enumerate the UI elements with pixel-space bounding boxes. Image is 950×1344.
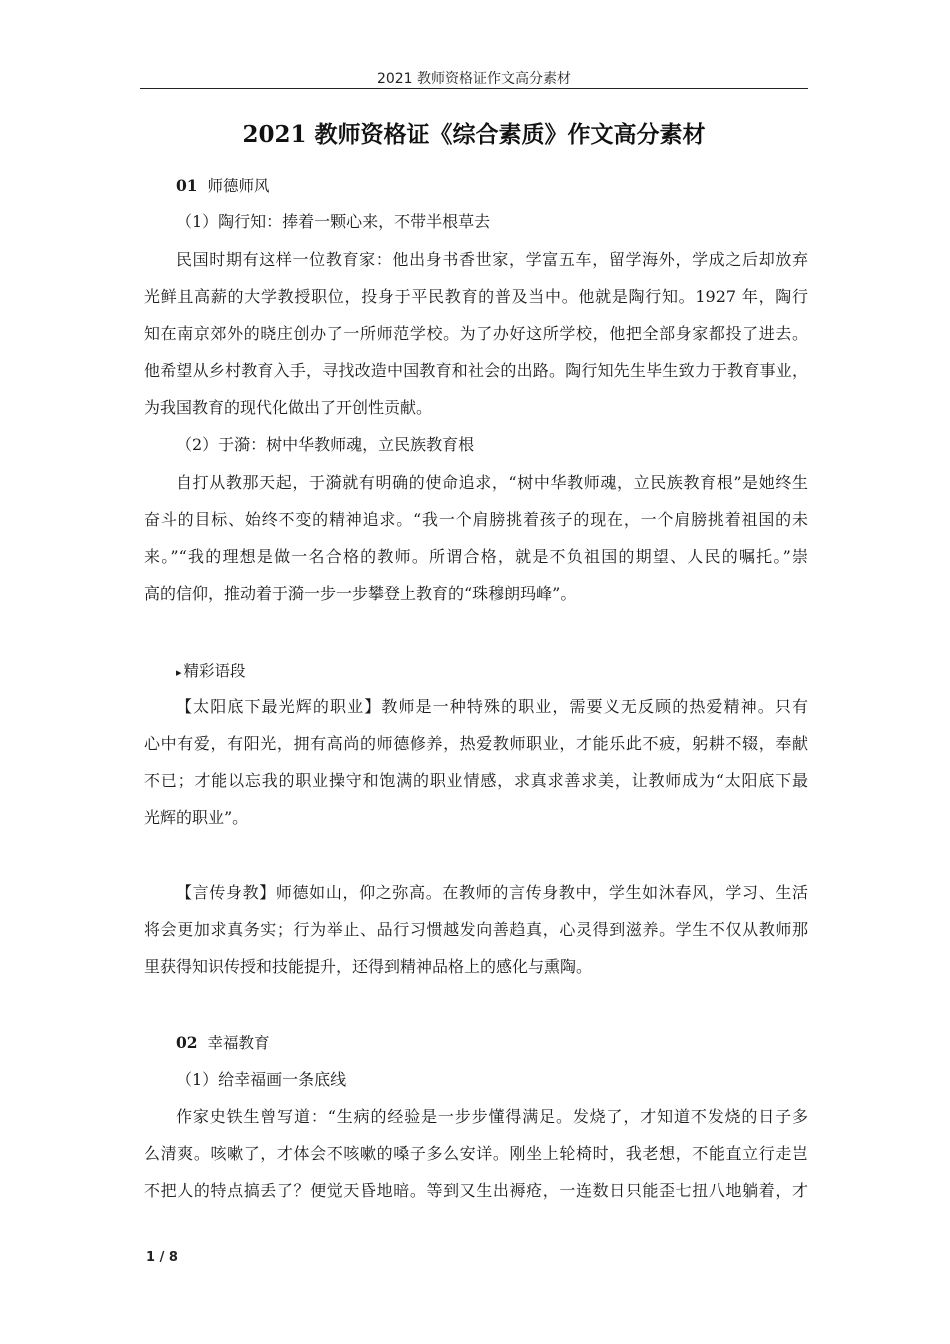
paragraph-line: 知在南京郊外的晓庄创办了一所师范学校。为了办好这所学校，他把全部身家都投了进去。 xyxy=(144,324,808,343)
section-label: 师德师风 xyxy=(207,177,270,195)
subheading-1-1: （1）陶行知：捧着一颗心来，不带半根草去 xyxy=(176,212,491,231)
paragraph-line: 光辉的职业”。 xyxy=(144,808,249,827)
running-header: 2021 教师资格证作文高分素材 xyxy=(376,71,572,87)
paragraph-line: 不把人的特点搞丢了？便觉天昏地暗。等到又生出褥疮，一连数日只能歪七扭八地躺着，才 xyxy=(144,1181,808,1200)
section-label: 幸福教育 xyxy=(207,1034,270,1052)
paragraph-line: 奋斗的目标、始终不变的精神追求。“我一个肩膀挑着孩子的现在，一个肩膀挑着祖国的未 xyxy=(144,510,808,529)
paragraph-line: 【言传身教】师德如山，仰之弥高。在教师的言传身教中，学生如沐春风，学习、生活 xyxy=(176,883,808,902)
paragraph-line: 么清爽。咳嗽了，才体会不咳嗽的嗓子多么安详。刚坐上轮椅时，我老想，不能直立行走岂 xyxy=(144,1144,808,1163)
paragraph-line: 里获得知识传授和技能提升，还得到精神品格上的感化与熏陶。 xyxy=(144,957,593,976)
highlights-label: 精彩语段 xyxy=(183,662,246,680)
section-heading-01 xyxy=(176,174,840,198)
header-rule xyxy=(140,88,808,89)
paragraph-line: 不已；才能以忘我的职业操守和饱满的职业情感，求真求善求美，让教师成为“太阳底下最 xyxy=(144,771,808,790)
page-number: 1 / 8 xyxy=(146,1250,178,1265)
subheading-1-2: （2）于漪：树中华教师魂，立民族教育根 xyxy=(176,435,475,454)
paragraph-line: 他希望从乡村教育入手，寻找改造中国教育和社会的出路。陶行知先生毕生致力于教育事业， xyxy=(144,361,808,380)
paragraph-line: 作家史铁生曾写道：“生病的经验是一步步懂得满足。发烧了，才知道不发烧的日子多 xyxy=(176,1107,808,1126)
paragraph-line: 心中有爱，有阳光，拥有高尚的师德修养，热爱教师职业，才能乐此不疲，躬耕不辍，奉献 xyxy=(144,734,808,753)
highlights-heading xyxy=(176,659,840,685)
paragraph-line: 民国时期有这样一位教育家：他出身书香世家，学富五车，留学海外，学成之后却放弃 xyxy=(176,250,808,269)
paragraph-line: 将会更加求真务实；行为举止、品行习惯越发向善趋真，心灵得到滋养。学生不仅从教师那 xyxy=(144,920,808,939)
document-title: 2021 教师资格证《综合素质》作文高分素材 xyxy=(242,121,706,148)
paragraph-line: 自打从教那天起，于漪就有明确的使命追求，“树中华教师魂，立民族教育根”是她终生 xyxy=(176,473,808,492)
section-number: 02 xyxy=(176,1033,198,1052)
section-number: 01 xyxy=(176,176,198,195)
paragraph-line: 高的信仰，推动着于漪一步一步攀登上教育的“珠穆朗玛峰”。 xyxy=(144,584,577,603)
paragraph-line: 为我国教育的现代化做出了开创性贡献。 xyxy=(144,398,433,417)
paragraph-line: 【太阳底下最光辉的职业】教师是一种特殊的职业，需要义无反顾的热爱精神。只有 xyxy=(176,697,808,716)
section-heading-02 xyxy=(176,1031,840,1055)
paragraph-line: 来。”“我的理想是做一名合格的教师。所谓合格，就是不负祖国的期望、人民的嘱托。”崇 xyxy=(144,547,808,566)
triangle-bullet-icon: ▸ xyxy=(176,666,182,679)
subheading-2-1: （1）给幸福画一条底线 xyxy=(176,1070,347,1089)
paragraph-line: 光鲜且高薪的大学教授职位，投身于平民教育的普及当中。他就是陶行知。1927 年，陶行 xyxy=(144,287,808,306)
